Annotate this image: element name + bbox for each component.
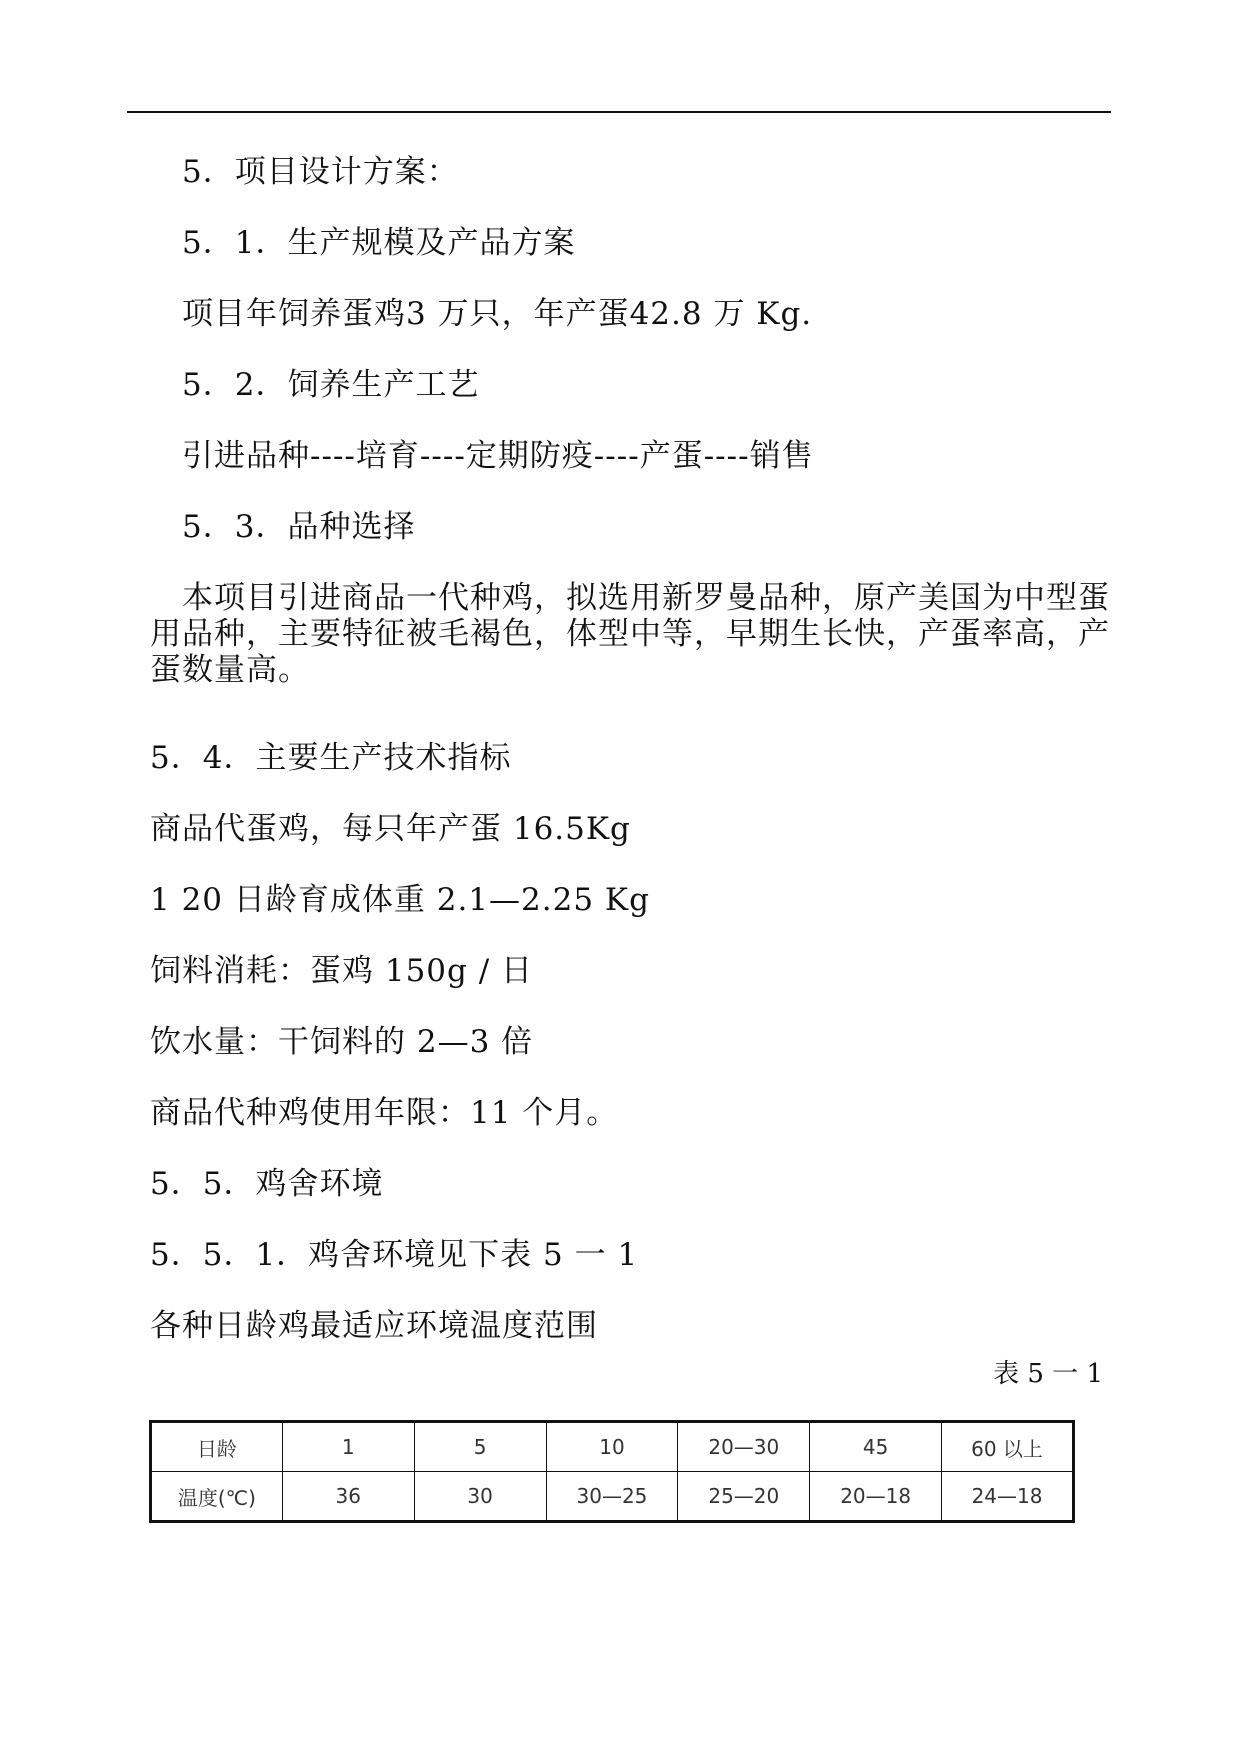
heading-feeding-process: 5．2．饲养生产工艺: [182, 367, 480, 403]
table-cell: 25—20: [678, 1472, 810, 1522]
text-water-intake: 饮水量：干饲料的 2—3 倍: [150, 1024, 534, 1060]
table-cell: 1: [282, 1422, 414, 1472]
text-service-life: 商品代种鸡使用年限：11 个月。: [150, 1095, 619, 1131]
table-cell: 温度(℃): [151, 1472, 283, 1522]
paragraph-line: 蛋数量高。: [150, 652, 310, 688]
paragraph-line: 本项目引进商品一代种鸡，拟选用新罗曼品种，原产美国为中型蛋: [182, 580, 1110, 616]
table-cell: 60 以上: [942, 1422, 1074, 1472]
table-cell: 30: [414, 1472, 546, 1522]
header-rule: [127, 111, 1111, 113]
text-production-scale: 项目年饲养蛋鸡3 万只，年产蛋42.8 万 Kg.: [182, 296, 813, 332]
heading-production-scale: 5．1．生产规模及产品方案: [182, 225, 576, 261]
text-feeding-process: 引进品种----培育----定期防疫----产蛋----销售: [182, 438, 814, 474]
text-table-title: 各种日龄鸡最适应环境温度范围: [150, 1308, 598, 1344]
heading-house-environment-table: 5．5．1．鸡舍环境见下表 5 一 1: [150, 1237, 639, 1273]
temperature-table: [149, 1420, 1075, 1523]
heading-project-design: 5．项目设计方案：: [182, 154, 459, 190]
table-cell: 30—25: [546, 1472, 678, 1522]
table-cell: 5: [414, 1422, 546, 1472]
heading-breed-selection: 5．3．品种选择: [182, 509, 416, 545]
table-cell: 日龄: [151, 1422, 283, 1472]
table-cell: 20—30: [678, 1422, 810, 1472]
table-row-age: [151, 1422, 1074, 1472]
table-cell: 10: [546, 1422, 678, 1472]
paragraph-breed-selection: [150, 580, 1140, 688]
text-egg-yield: 商品代蛋鸡，每只年产蛋 16.5Kg: [150, 811, 631, 847]
heading-technical-indicators: 5．4．主要生产技术指标: [150, 740, 512, 776]
text-feed-consumption: 饲料消耗：蛋鸡 150g / 日: [150, 953, 534, 989]
table-row-temperature: [151, 1472, 1074, 1522]
table-cell: 20—18: [810, 1472, 942, 1522]
table-caption: 表 5 一 1: [993, 1359, 1103, 1389]
text-body-weight: 1 20 日龄育成体重 2.1—2.25 Kg: [150, 882, 650, 918]
table-cell: 45: [810, 1422, 942, 1472]
heading-house-environment: 5．5．鸡舍环境: [150, 1166, 384, 1202]
paragraph-line: 用品种，主要特征被毛褐色，体型中等，早期生长快，产蛋率高，产: [150, 616, 1110, 652]
table-cell: 24—18: [942, 1472, 1074, 1522]
table-cell: 36: [282, 1472, 414, 1522]
